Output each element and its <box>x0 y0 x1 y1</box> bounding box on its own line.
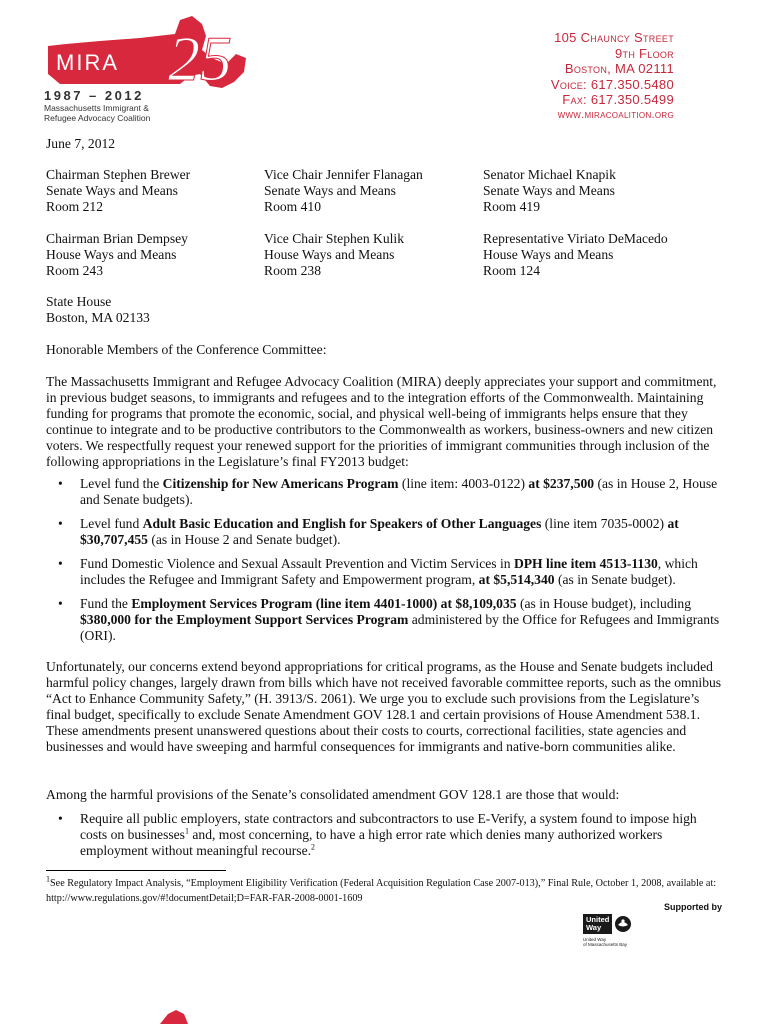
footnote-divider <box>46 870 226 871</box>
salutation: Honorable Members of the Conference Committee: <box>46 342 327 357</box>
recipient-room: Room 243 <box>46 263 104 278</box>
recipient-name: Vice Chair Jennifer Flanagan <box>264 167 423 182</box>
logo-years: 1987 – 2012 <box>44 88 144 103</box>
location-block <box>46 294 266 326</box>
recipient-name: Vice Chair Stephen Kulik <box>264 231 404 246</box>
recipient-room: Room 419 <box>483 199 541 214</box>
location-line: State House <box>46 294 112 309</box>
address-street: 105 Chauncy Street <box>554 30 674 45</box>
logo-mark-partial <box>140 1010 200 1024</box>
address-fax: Fax: 617.350.5499 <box>562 92 674 107</box>
recipient-block <box>46 167 266 215</box>
mira-logo <box>40 14 255 94</box>
location-line: Boston, MA 02133 <box>46 310 150 325</box>
address-city: Boston, MA 02111 <box>564 61 674 76</box>
list-item: • Require all public employers, state contractors and subcontractors to use E-Verify, a system found to impose high costs on businesses$^1$ and, most concerning, to have a high error rate which denies many authorized workers employment without meaningful recourse.$^2$ <box>58 811 697 858</box>
logo-org-line1: Massachusetts Immigrant & <box>44 103 149 113</box>
recipient-name: Chairman Stephen Brewer <box>46 167 191 182</box>
recipient-committee: Senate Ways and Means <box>264 183 396 198</box>
united-way-caption: United Way of Massachusetts Bay <box>583 937 628 947</box>
recipient-block <box>264 167 484 215</box>
bullet-icon: • <box>58 596 63 611</box>
recipient-committee: House Ways and Means <box>483 247 614 262</box>
recipient-room: Room 124 <box>483 263 541 278</box>
bullet-icon: • <box>58 516 63 531</box>
united-way-badge: United Way <box>583 914 612 934</box>
address-voice: Voice: 617.350.5480 <box>550 76 674 92</box>
logo-name: MIRA <box>56 50 119 75</box>
logo-org-line2: Refugee Advocacy Coalition <box>44 113 151 123</box>
bullet-icon: • <box>58 476 63 491</box>
recipient-committee: Senate Ways and Means <box>483 183 615 198</box>
recipient-block <box>264 231 484 279</box>
supported-by-label: Supported by <box>664 902 722 912</box>
footnote: $^1$See Regulatory Impact Analysis, “Employment Eligibility Verification (Federal Acquisition Regulation Case 2007-013),” Final Rule, October 1, 2008, available at: http://www.regulations.gov/#!documentDetail;D=FAR-FAR-2008-0001-1609 <box>46 874 717 904</box>
recipient-committee: House Ways and Means <box>46 247 177 262</box>
recipient-name: Chairman Brian Dempsey <box>46 231 188 246</box>
list-item: • Fund Domestic Violence and Sexual Assault Prevention and Victim Services in DPH line item 4513-1130, which includes the Refugee and Immigrant Safety and Empowerment program, at $5,514,340 (as in Senate budget). <box>58 556 698 587</box>
recipient-room: Room 212 <box>46 199 104 214</box>
recipient-block <box>483 167 703 215</box>
recipient-committee: Senate Ways and Means <box>46 183 178 198</box>
list-item: • Level fund Adult Basic Education and English for Speakers of Other Languages (line item 7035-0002) at $30,707,455 (as in House 2 and Senate budget). <box>58 516 679 547</box>
concerns-paragraph: Unfortunately, our concerns extend beyond appropriations for critical programs, as the House and Senate budgets included harmful policy changes, largely drawn from bills which have not received favorable committee reports, such as the omnibus “Act to Enhance Community Safety,” (H. 3913/S. 2061). We urge you to exclude such provisions from the Legislature’s final budget, specifically to exclude Senate Amendment GOV 128.1 and certain provisions of House Amendment 538.1. These amendments present unanswered questions about their costs to courts, correctional facilities, state agencies and businesses and would have sweeping and harmful consequences for immigrants and native-born communities alike. <box>46 659 722 754</box>
intro-paragraph: The Massachusetts Immigrant and Refugee Advocacy Coalition (MIRA) deeply appreciates your support and commitment, in previous budget seasons, to immigrants and refugees and to the integration efforts of the Commonwealth. Maintaining funding for programs that promote the economic, social, and physical well-being of immigrants helps ensure that they continue to integrate and to be productive contributors to the Commonwealth as workers, business-owners and new citizen voters. We respectfully request your renewed support for the priorities of immigrant communities through inclusion of the following appropriations in the Legislature’s final FY2013 budget: <box>46 374 717 469</box>
recipient-name: Representative Viriato DeMacedo <box>483 231 668 246</box>
list-item: • Level fund the Citizenship for New Americans Program (line item: 4003-0122) at $237,500 (as in House 2, House and Senate budgets). <box>58 476 718 507</box>
list-item: • Fund the Employment Services Program (line item 4401-1000) at $8,109,035 (as in House budget), including $380,000 for the Employment Support Services Program administered by the Office for Refugees and Immigrants (ORI). <box>58 596 720 643</box>
bullet-icon: • <box>58 811 63 826</box>
united-way-logo <box>583 914 633 947</box>
harmful-intro: Among the harmful provisions of the Senate’s consolidated amendment GOV 128.1 are those that would: <box>46 787 620 802</box>
bullet-icon: • <box>58 556 63 571</box>
recipient-block <box>46 231 266 279</box>
recipient-block <box>483 231 703 279</box>
helping-hand-icon <box>614 915 632 933</box>
recipient-room: Room 238 <box>264 263 322 278</box>
address-floor: 9th Floor <box>615 45 674 61</box>
letter-date: June 7, 2012 <box>46 136 116 151</box>
recipient-committee: House Ways and Means <box>264 247 395 262</box>
recipient-room: Room 410 <box>264 199 322 214</box>
recipient-name: Senator Michael Knapik <box>483 167 616 182</box>
address-block <box>551 30 674 123</box>
address-website: www.miracoalition.org <box>557 108 674 121</box>
logo-anniversary: 25 <box>168 23 232 94</box>
